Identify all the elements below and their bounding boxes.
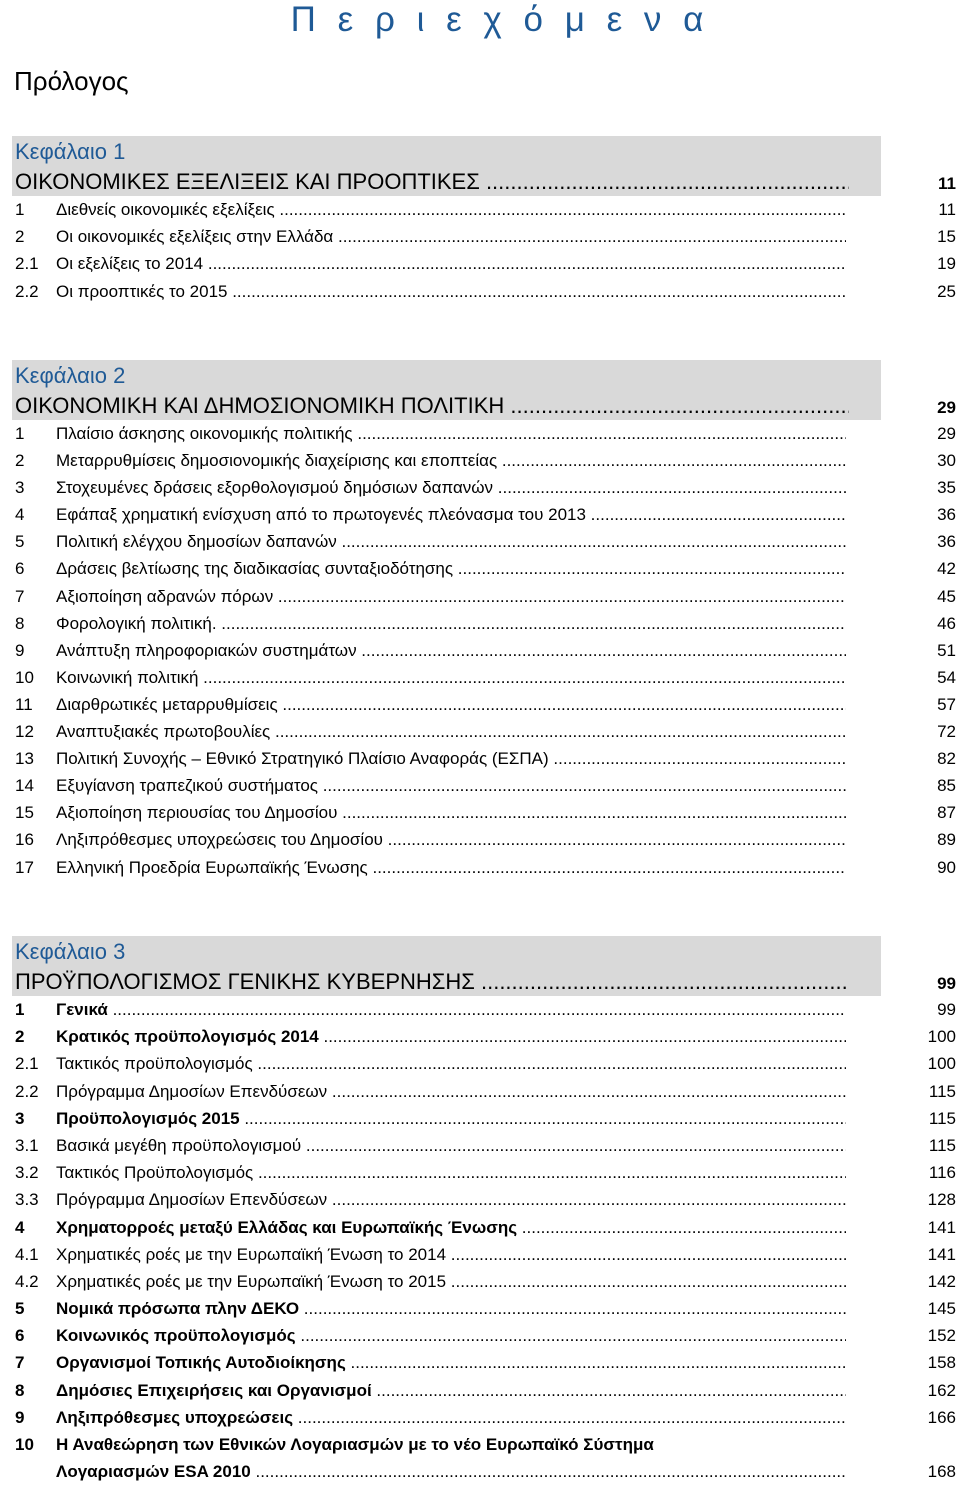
toc-entry-number: 7 [15, 1353, 25, 1373]
toc-entry[interactable] [12, 528, 956, 555]
toc-entry-number: 11 [15, 694, 33, 714]
toc-entry-text: Η Αναθεώρηση των Εθνικών Λογαριασμών με το νέο Ευρωπαϊκό Σύστημα [56, 1435, 654, 1454]
prologue-heading: Πρόλογος [14, 66, 129, 96]
toc-entry-text: Φορολογική πολιτική. ..... [56, 610, 846, 637]
toc-entry-page: 42 [937, 559, 956, 579]
toc-entry-text-continued: Λογαριασμών ESA 2010 ..... [56, 1458, 846, 1485]
toc-entry-number: 4 [15, 505, 25, 525]
toc-entry[interactable] [12, 1214, 956, 1241]
toc-entry-page: 19 [937, 254, 956, 274]
toc-entry-number: 4 [15, 1217, 25, 1237]
toc-entry[interactable] [12, 1186, 956, 1213]
chapter-1-label: Κεφάλαιο 1 [15, 139, 126, 164]
toc-entry-text: Μεταρρυθμίσεις δημοσιονομικής διαχείρισης και εποπτείας ..... [56, 447, 846, 474]
toc-entry-number: 9 [15, 640, 25, 660]
toc-entry-text: Διαρθρωτικές μεταρρυθμίσεις ..... [56, 691, 846, 718]
toc-entry[interactable] [12, 278, 956, 305]
toc-entry-text: Δράσεις βελτίωσης της διαδικασίας συνταξιοδότησης ..... [56, 555, 846, 582]
toc-entry[interactable] [12, 799, 956, 826]
toc-entry-number: 3 [15, 478, 25, 498]
toc-entry-page: 145 [927, 1299, 956, 1319]
toc-entry-number: 3.1 [15, 1135, 39, 1155]
toc-entry-number: 3.3 [15, 1190, 39, 1210]
toc-entry-number: 9 [15, 1407, 25, 1427]
toc-entry-number: 16 [15, 830, 34, 850]
toc-entry-text: Εφάπαξ χρηματική ενίσχυση από το πρωτογενές πλεόνασμα του 2013 ..... [56, 501, 846, 528]
toc-entry-text: Τακτικός προϋπολογισμός ..... [56, 1050, 846, 1077]
toc-entry[interactable] [12, 854, 956, 881]
toc-entry-text: Διεθνείς οικονομικές εξελίξεις ..... [56, 196, 846, 223]
toc-entry-text: Αξιοποίηση περιουσίας του Δημοσίου ..... [56, 799, 846, 826]
chapter-3-title[interactable]: ΠΡΟΫΠΟΛΟΓΙΣΜΟΣ ΓΕΝΙΚΗΣ ΚΥΒΕΡΝΗΣΗΣ ..... [15, 968, 849, 996]
chapter-2-page: 29 [937, 398, 956, 417]
toc-entry[interactable] [12, 772, 956, 799]
chapter-3 [12, 936, 956, 1481]
chapter-2-title[interactable]: ΟΙΚΟΝΟΜΙΚΗ ΚΑΙ ΔΗΜΟΣΙΟΝΟΜΙΚΗ ΠΟΛΙΤΙΚΗ ..... [15, 392, 849, 420]
toc-entry-page: 128 [927, 1190, 956, 1210]
toc-entry-text: Ελληνική Προεδρία Ευρωπαϊκής Ένωσης ..... [56, 854, 846, 881]
toc-entry-text: Οι προοπτικές το 2015 ..... [56, 278, 846, 305]
toc-entry-text: Αναπτυξιακές πρωτοβουλίες ..... [56, 718, 846, 745]
toc-entry-number: 1 [15, 200, 25, 219]
toc-entry-text: Οι οικονομικές εξελίξεις στην Ελλάδα ..... [56, 223, 846, 250]
toc-entry-text: Νομικά πρόσωπα πλην ΔΕΚΟ ..... [56, 1295, 846, 1322]
chapter-3-page: 99 [937, 974, 956, 993]
toc-entry-number: 2.2 [15, 281, 39, 301]
toc-entry-number: 6 [15, 559, 25, 579]
page-title: Π ε ρ ι ε χ ό μ ε ν α [290, 0, 710, 39]
toc-entry-page: 72 [937, 722, 956, 742]
toc-entry-page: 116 [928, 1163, 956, 1183]
toc-entry[interactable] [12, 1268, 956, 1295]
toc-entry[interactable] [12, 745, 956, 772]
toc-entry[interactable] [12, 1349, 956, 1376]
toc-entry-page: 166 [927, 1407, 956, 1427]
toc-entry-page: 89 [937, 830, 956, 850]
toc-entry[interactable] [12, 1159, 956, 1186]
toc-entry-number: 5 [15, 532, 25, 552]
toc-entry[interactable] [12, 447, 956, 474]
toc-entry-text: Πολιτική Συνοχής – Εθνικό Στρατηγικό Πλαίσιο Αναφοράς (ΕΣΠΑ) ..... [56, 745, 846, 772]
toc-entry[interactable] [12, 610, 956, 637]
toc-entry-number: 10 [15, 667, 34, 687]
toc-entry[interactable] [12, 583, 956, 610]
toc-entry-number: 15 [15, 803, 34, 823]
toc-entry[interactable] [12, 223, 956, 250]
toc-entry-number: 8 [15, 613, 25, 633]
chapter-1-items [12, 196, 956, 305]
toc-entry-text: Στοχευμένες δράσεις εξορθολογισμού δημόσιων δαπανών ..... [56, 474, 846, 501]
chapter-1-header [12, 136, 881, 196]
toc-entry-number: 12 [15, 722, 34, 742]
toc-entry-number: 4.2 [15, 1271, 39, 1291]
chapter-3-label: Κεφάλαιο 3 [15, 939, 126, 964]
chapter-1 [12, 136, 956, 305]
toc-entry-text: Αξιοποίηση αδρανών πόρων ..... [56, 583, 846, 610]
toc-entry-number: 10 [15, 1435, 34, 1454]
toc-entry[interactable] [12, 637, 956, 664]
toc-entry-number: 8 [15, 1380, 25, 1400]
toc-entry-page: 142 [927, 1271, 956, 1291]
toc-entry-text: Ανάπτυξη πληροφοριακών συστημάτων ..... [56, 637, 846, 664]
chapter-1-page: 11 [938, 174, 956, 193]
toc-entry-page: 152 [927, 1326, 956, 1346]
chapter-2-label: Κεφάλαιο 2 [15, 363, 126, 388]
toc-entry[interactable] [12, 196, 956, 223]
toc-entry[interactable] [12, 1132, 956, 1159]
toc-entry-page: 141 [927, 1244, 956, 1264]
toc-entry-text: Πρόγραμμα Δημοσίων Επενδύσεων ..... [56, 1186, 846, 1213]
toc-entry-page: 100 [927, 1054, 956, 1074]
toc-entry[interactable] [12, 664, 956, 691]
toc-entry-number: 3 [15, 1108, 25, 1128]
toc-entry-page: 25 [937, 281, 956, 301]
toc-entry[interactable] [12, 718, 956, 745]
toc-entry-page: 11 [938, 200, 956, 219]
toc-entry-text: Χρηματικές ροές με την Ευρωπαϊκή Ένωση το 2015 ..... [56, 1268, 846, 1295]
toc-entry-page: 90 [937, 857, 956, 877]
toc-entry[interactable] [12, 1431, 956, 1481]
toc-entry-number: 2.1 [15, 254, 39, 274]
toc-entry[interactable] [12, 1023, 956, 1050]
toc-entry-number: 2 [15, 451, 25, 471]
toc-entry-text: Πολιτική ελέγχου δημοσίων δαπανών ..... [56, 528, 846, 555]
toc-entry-page: 54 [937, 667, 956, 687]
toc-entry[interactable] [12, 555, 956, 582]
toc-entry-page: 115 [928, 1108, 956, 1128]
toc-entry-text: Ληξιπρόθεσμες υποχρεώσεις του Δημοσίου ..... [56, 826, 846, 853]
toc-entry-text: Εξυγίανση τραπεζικού συστήματος ..... [56, 772, 846, 799]
toc-entry-text: Χρηματικές ροές με την Ευρωπαϊκή Ένωση το 2014 ..... [56, 1241, 846, 1268]
toc-entry[interactable] [12, 1078, 956, 1105]
toc-entry[interactable] [12, 250, 956, 277]
toc-entry-number: 3.2 [15, 1163, 39, 1183]
toc-entry-page: 46 [937, 613, 956, 633]
chapter-2-items [12, 420, 956, 881]
toc-entry-page: 100 [927, 1027, 956, 1047]
toc-entry-page: 35 [937, 478, 956, 498]
toc-entry-number: 2.1 [15, 1054, 39, 1074]
toc-entry[interactable] [12, 420, 956, 447]
toc-entry-page: 87 [937, 803, 956, 823]
toc-entry-text: Δημόσιες Επιχειρήσεις και Οργανισμοί ..... [56, 1377, 846, 1404]
toc-entry-page: 115 [928, 1081, 956, 1101]
toc-entry-text: Οργανισμοί Τοπικής Αυτοδιοίκησης ..... [56, 1349, 846, 1376]
chapter-3-header [12, 936, 881, 996]
toc-entry-text: Χρηματορροές μεταξύ Ελλάδας και Ευρωπαϊκής Ένωσης ..... [56, 1214, 846, 1241]
toc-entry-number: 2.2 [15, 1081, 39, 1101]
toc-entry-text: Κοινωνικός προϋπολογισμός ..... [56, 1322, 846, 1349]
toc-entry-number: 5 [15, 1299, 25, 1319]
chapter-3-items [12, 996, 956, 1431]
toc-entry[interactable] [12, 691, 956, 718]
toc-entry[interactable] [12, 996, 956, 1023]
toc-entry[interactable] [12, 1295, 956, 1322]
toc-entry[interactable] [12, 1377, 956, 1404]
toc-entry[interactable] [12, 501, 956, 528]
toc-entry-text: Πλαίσιο άσκησης οικονομικής πολιτικής ..... [56, 420, 846, 447]
toc-entry[interactable] [12, 826, 956, 853]
toc-entry[interactable] [12, 1241, 956, 1268]
toc-entry-page: 82 [937, 749, 956, 769]
toc-entry-page: 168 [927, 1462, 956, 1481]
toc-entry-number: 7 [15, 586, 25, 606]
chapter-1-title[interactable]: ΟΙΚΟΝΟΜΙΚΕΣ ΕΞΕΛΙΞΕΙΣ ΚΑΙ ΠΡΟΟΠΤΙΚΕΣ ..... [15, 168, 849, 196]
toc-entry-number: 2 [15, 1027, 25, 1047]
toc-entry-number: 13 [15, 749, 34, 769]
toc-entry-page: 141 [927, 1217, 956, 1237]
toc-entry-number: 2 [15, 227, 25, 247]
chapter-2 [12, 360, 956, 881]
chapter-2-header [12, 360, 881, 420]
toc-entry[interactable] [12, 1322, 956, 1349]
toc-entry-number: 1 [15, 1000, 25, 1019]
toc-entry-page: 30 [937, 451, 956, 471]
toc-entry-page: 51 [937, 640, 956, 660]
toc-entry-page: 57 [937, 694, 956, 714]
toc-entry-text: Κρατικός προϋπολογισμός 2014 ..... [56, 1023, 846, 1050]
toc-entry-page: 36 [937, 505, 956, 525]
toc-entry-number: 14 [15, 776, 34, 796]
toc-entry-number: 6 [15, 1326, 25, 1346]
toc-entry-page: 99 [937, 1000, 956, 1019]
toc-entry-number: 17 [15, 857, 34, 877]
toc-entry[interactable] [12, 1050, 956, 1077]
toc-entry-text: Πρόγραμμα Δημοσίων Επενδύσεων ..... [56, 1078, 846, 1105]
toc-entry-page: 15 [937, 227, 956, 247]
toc-entry[interactable] [12, 1404, 956, 1431]
toc-entry-page: 85 [937, 776, 956, 796]
toc-entry-page: 115 [928, 1135, 956, 1155]
toc-entry-number: 1 [15, 424, 25, 443]
toc-entry-page: 158 [927, 1353, 956, 1373]
toc-entry-text: Οι εξελίξεις το 2014 ..... [56, 250, 846, 277]
toc-entry-page: 36 [937, 532, 956, 552]
toc-entry-number: 4.1 [15, 1244, 39, 1264]
toc-entry-text: Τακτικός Προϋπολογισμός ..... [56, 1159, 846, 1186]
toc-entry-text: Ληξιπρόθεσμες υποχρεώσεις ..... [56, 1404, 846, 1431]
toc-entry-text: Γενικά ..... [56, 996, 846, 1023]
toc-entry[interactable] [12, 474, 956, 501]
toc-entry-page: 162 [927, 1380, 956, 1400]
toc-entry-page: 45 [937, 586, 956, 606]
toc-entry-text: Προϋπολογισμός 2015 ..... [56, 1105, 846, 1132]
toc-entry-page: 29 [937, 424, 956, 443]
toc-entry[interactable] [12, 1105, 956, 1132]
toc-entry-text: Κοινωνική πολιτική ..... [56, 664, 846, 691]
toc-entry-text: Βασικά μεγέθη προϋπολογισμού ..... [56, 1132, 846, 1159]
